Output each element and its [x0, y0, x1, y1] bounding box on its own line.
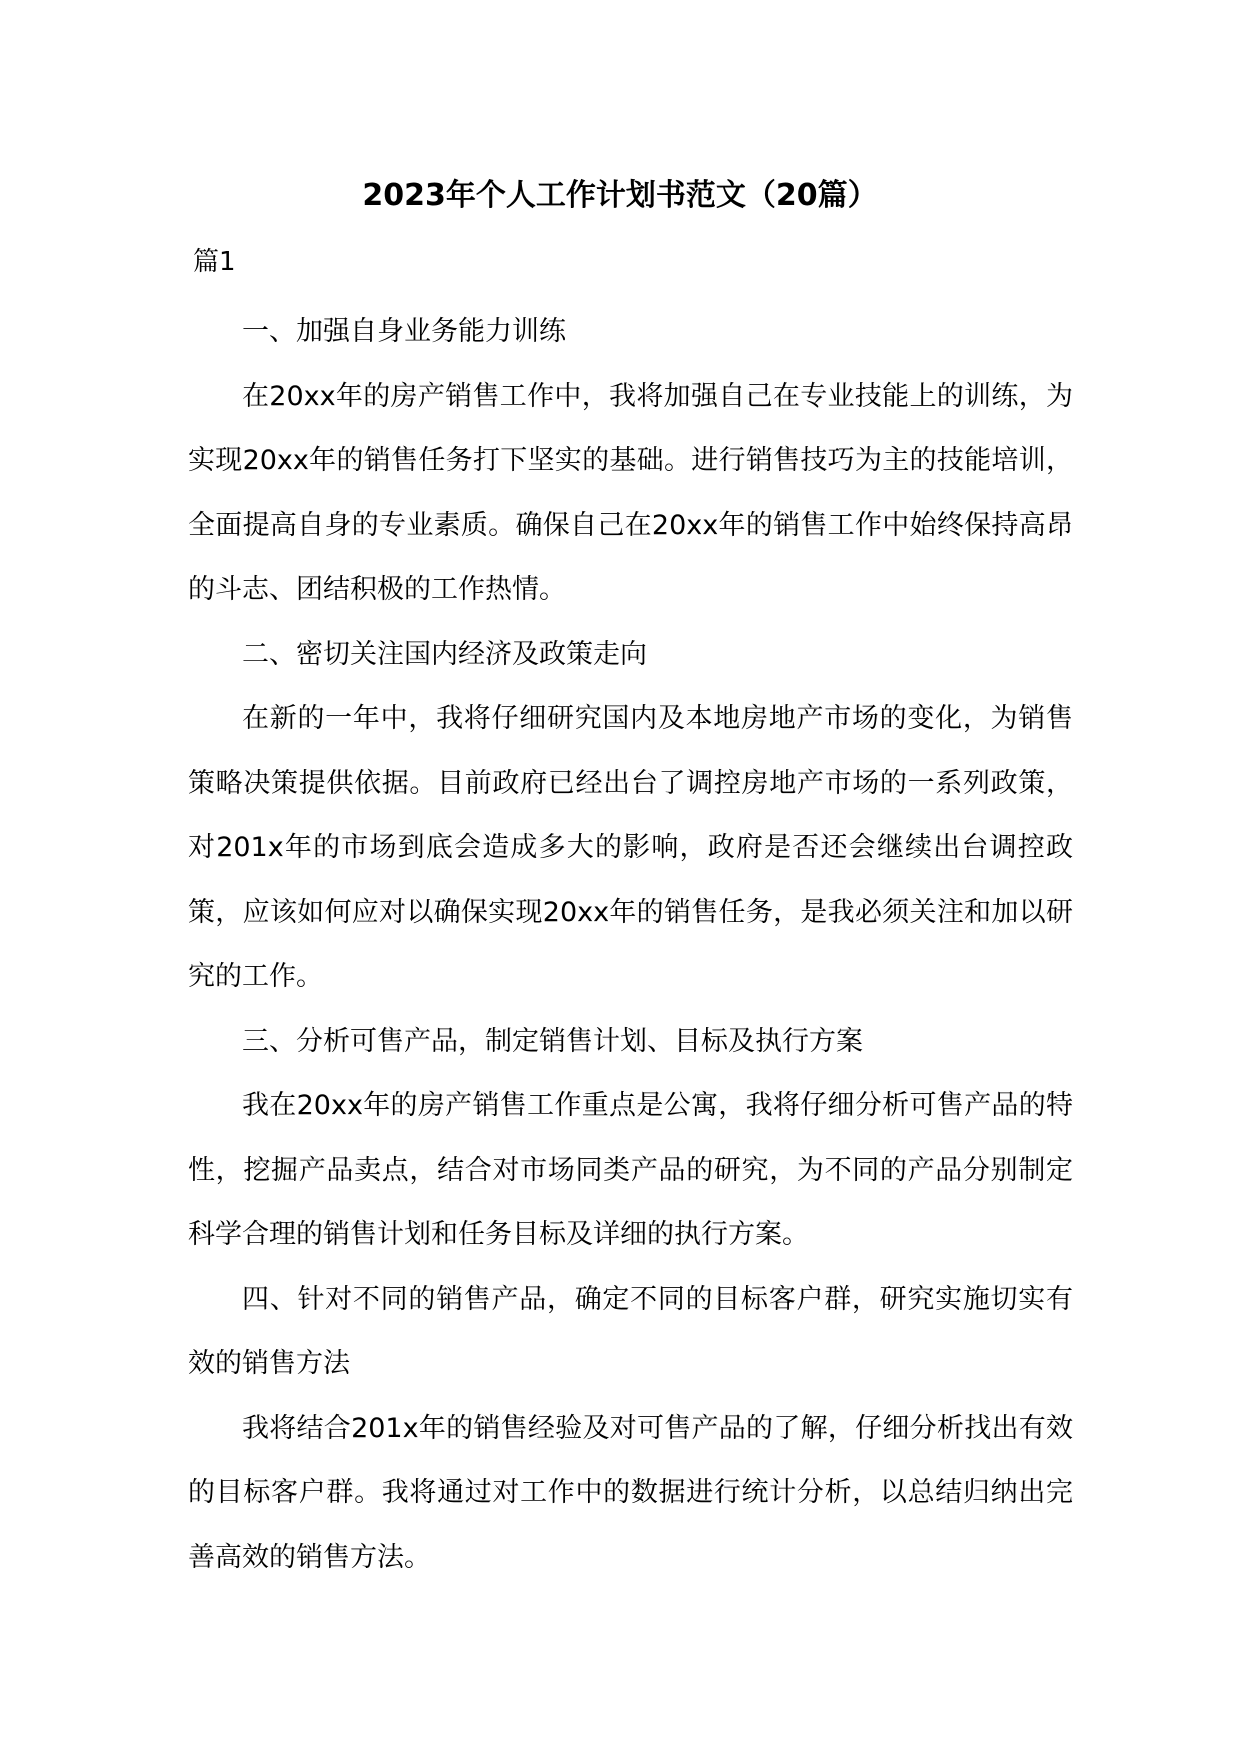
paragraph-4: 我将结合201x年的销售经验及对可售产品的了解，仔细分析找出有效的目标客户群。我将通过对工作中的数据进行统计分析，以总结归纳出完善高效的销售方法。: [188, 1412, 1073, 1573]
paragraph-1: 在20xx年的房产销售工作中，我将加强自己在专业技能上的训练，为实现20xx年的销售任务打下坚实的基础。进行销售技巧为主的技能培训，全面提高自身的专业素质。确保自己在20xx年的销售工作中始终保持高昂的斗志、团结积极的工作热情。: [188, 380, 1073, 605]
heading-3: 三、分析可售产品，制定销售计划、目标及执行方案: [242, 1025, 863, 1057]
paragraph-3: 我在20xx年的房产销售工作重点是公寓，我将仔细分析可售产品的特性，挖掘产品卖点，结合对市场同类产品的研究，为不同的产品分别制定科学合理的销售计划和任务目标及详细的执行方案。: [188, 1090, 1073, 1250]
heading-2: 二、密切关注国内经济及政策走向: [242, 638, 647, 670]
paragraph-2: 在新的一年中，我将仔细研究国内及本地房地产市场的变化，为销售策略决策提供依据。目前政府已经出台了调控房地产市场的一系列政策，对201x年的市场到底会造成多大的影响，政府是否还会继续出台调控政策，应该如何应对以确保实现20xx年的销售任务，是我必须关注和加以研究的工作。: [188, 703, 1073, 992]
heading-4: 四、针对不同的销售产品，确定不同的目标客户群，研究实施切实有效的销售方法: [188, 1283, 1073, 1379]
section-label: 篇1: [193, 247, 236, 277]
heading-1: 一、加强自身业务能力训练: [242, 316, 566, 347]
document-body: [188, 300, 1073, 1590]
document-title: 2023年个人工作计划书范文（20篇）: [362, 178, 878, 213]
